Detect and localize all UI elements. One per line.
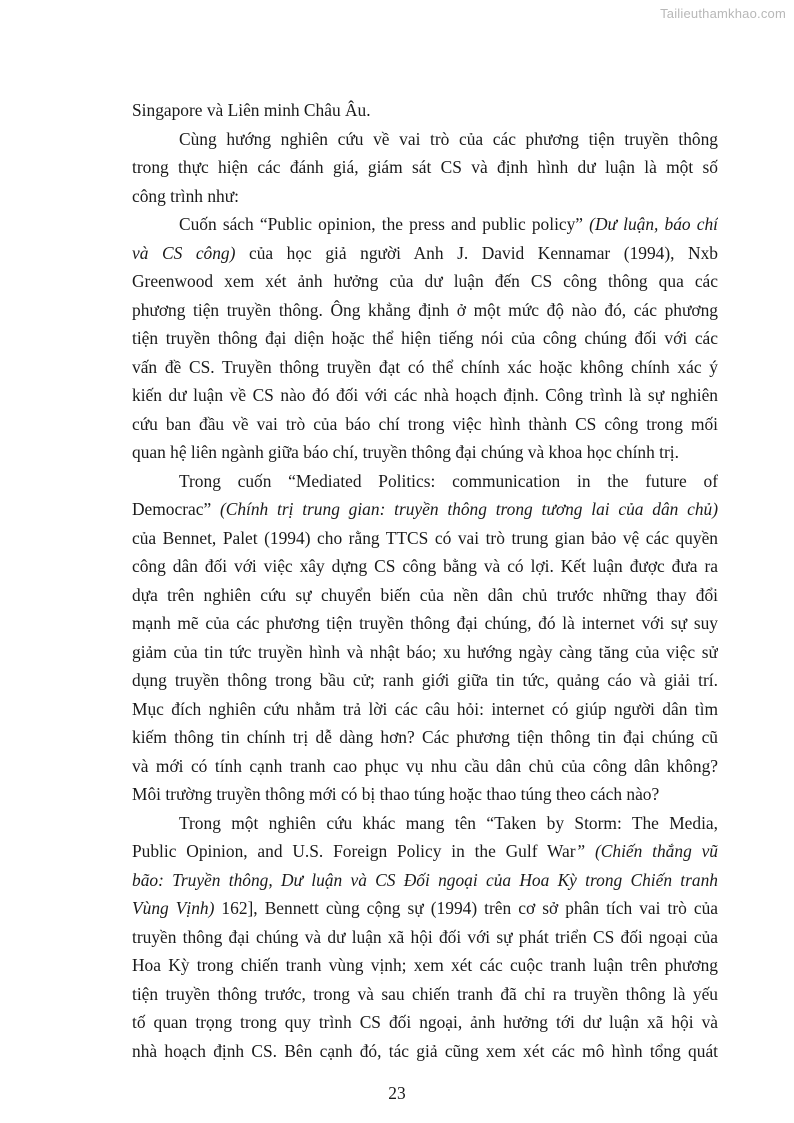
- text-run: tiện truyền thông đại diện hoặc thể hiện tiếng nói của công chúng đối với các: [132, 328, 718, 348]
- text-run: Singapore và Liên minh Châu Âu.: [132, 100, 371, 120]
- page-number: 23: [388, 1083, 406, 1103]
- text-run: phương tiện truyền thông. Ông khẳng định ở một mức độ nào đó, các phương: [132, 299, 718, 320]
- text-line: [132, 524, 718, 553]
- text-line: [132, 609, 718, 638]
- text-line: [132, 410, 718, 439]
- text-run: mạnh mẽ của các phương tiện truyền thông đại chúng, đó là internet với sự suy: [132, 613, 718, 633]
- text-run: cứu ban đầu về vai trò của báo chí trong việc hình thành CS công trong mối: [132, 413, 718, 434]
- text-line: [132, 923, 718, 952]
- text-line: [132, 495, 718, 524]
- text-line: [132, 324, 718, 353]
- text-run: dụng truyền thông trong bầu cử; ranh giới giữa tin tức, quảng cáo và giải trí.: [132, 670, 718, 690]
- text-line: [132, 866, 718, 895]
- text-line: [132, 951, 718, 980]
- text-run: trong thực hiện các đánh giá, giám sát CS và định hình dư luận là một số: [132, 157, 718, 177]
- text-line: [132, 1008, 718, 1037]
- text-line: [132, 381, 718, 410]
- text-line: [132, 780, 718, 809]
- text-run: Cùng hướng nghiên cứu về vai trò của các phương tiện truyền thông: [179, 128, 718, 149]
- text-run: Greenwood xem xét ảnh hưởng của dư luận đến CS công thông qua các: [132, 271, 718, 291]
- text-line: [132, 666, 718, 695]
- text-line: [132, 239, 718, 268]
- text-run: Trong một nghiên cứu khác mang tên “Taken by Storm: The Media,: [179, 812, 718, 833]
- text-line: [132, 894, 718, 923]
- text-run: Mục đích nghiên cứu nhằm trả lời các câu hỏi: internet có giúp người dân tìm: [132, 698, 718, 719]
- text-run: dựa trên nghiên cứu sự chuyển biến của nền dân chủ trước những thay đổi: [132, 584, 718, 605]
- text-line: [132, 467, 718, 496]
- text-run: tiện truyền thông trước, trong và sau chiến tranh đã chỉ ra truyền thông là yếu: [132, 983, 718, 1004]
- text-line: [132, 695, 718, 724]
- text-line: [132, 296, 718, 325]
- text-line: [132, 837, 718, 866]
- text-line: [132, 96, 718, 125]
- text-run: công dân đối với việc xây dựng CS công bằng và có lợi. Kết luận được đưa ra: [132, 556, 718, 576]
- text-run: giảm của tin tức truyền hình và nhật báo; xu hướng ngày càng tăng của việc sử: [132, 641, 718, 662]
- text-line: [132, 210, 718, 239]
- italic-run: ” (Chiến thắng vũ: [575, 841, 718, 861]
- text-run: nhà hoạch định CS. Bên cạnh đó, tác giả cũng xem xét các mô hình tổng quát: [132, 1040, 718, 1061]
- text-run: Public Opinion, and U.S. Foreign Policy in the Gulf War: [132, 841, 576, 861]
- text-line: [132, 1037, 718, 1066]
- text-line: [132, 267, 718, 296]
- text-line: [132, 980, 718, 1009]
- text-line: [132, 552, 718, 581]
- text-line: [132, 752, 718, 781]
- text-run: Môi trường truyền thông mới có bị thao túng hoặc thao túng theo cách nào?: [132, 784, 660, 804]
- italic-run: (Dư luận, báo chí: [589, 214, 718, 234]
- text-run: kiếm thông tin chính trị dễ dàng hơn? Các phương tiện thông tin đại chúng cũ: [132, 727, 718, 747]
- italic-run: (Chính trị trung gian: truyền thông trong tương lai của dân chủ): [219, 499, 718, 519]
- text-line: [132, 581, 718, 610]
- text-run: Trong cuốn “Mediated Politics: communication in the future of: [179, 470, 718, 491]
- text-run: vấn đề CS. Truyền thông truyền đạt có thể chính xác hoặc không chính xác ý: [132, 356, 718, 377]
- text-run: của học giả người Anh J. David Kennamar (1994), Nxb: [235, 242, 718, 263]
- italic-run: và CS công): [132, 242, 236, 263]
- text-run: của Bennet, Palet (1994) cho rằng TTCS có vai trò trung gian bảo vệ các quyền: [132, 527, 718, 548]
- text-run: công trình như:: [132, 185, 239, 206]
- italic-run: bão: Truyền thông, Dư luận và CS Đối ngoại của Hoa Kỳ trong Chiến tranh: [132, 869, 718, 890]
- text-run: quan hệ liên ngành giữa báo chí, truyền thông đại chúng và khoa học chính trị.: [132, 442, 679, 462]
- text-run: và mới có tính cạnh tranh cao phục vụ nhu cầu dân chủ của công dân không?: [132, 755, 718, 776]
- text-run: Democrac”: [132, 499, 220, 519]
- text-line: [132, 809, 718, 838]
- text-run: truyền thông đại chúng và dư luận xã hội đối với sự phát triển CS đối ngoại của: [132, 926, 718, 947]
- text-line: [132, 438, 718, 467]
- text-line: [132, 723, 718, 752]
- text-line: [132, 153, 718, 182]
- text-line: [132, 353, 718, 382]
- italic-run: Vùng Vịnh): [132, 898, 215, 918]
- text-run: 162], Bennett cùng cộng sự (1994) trên cơ sở phân tích vai trò của: [214, 898, 718, 918]
- page-body-text: [132, 96, 718, 1065]
- text-run: Cuốn sách “Public opinion, the press and public policy”: [179, 214, 590, 234]
- watermark: Tailieuthamkhao.com: [660, 6, 786, 21]
- text-run: tố quan trọng trong quy trình CS đối ngoại, ảnh hưởng tới dư luận xã hội và: [132, 1012, 718, 1032]
- text-line: [132, 182, 718, 211]
- text-line: [132, 638, 718, 667]
- text-line: [132, 125, 718, 154]
- text-run: Hoa Kỳ trong chiến tranh vùng vịnh; xem xét các cuộc tranh luận trên phương: [132, 955, 718, 975]
- text-run: kiến dư luận về CS nào đó đối với các nhà hoạch định. Công trình là sự nghiên: [132, 385, 718, 405]
